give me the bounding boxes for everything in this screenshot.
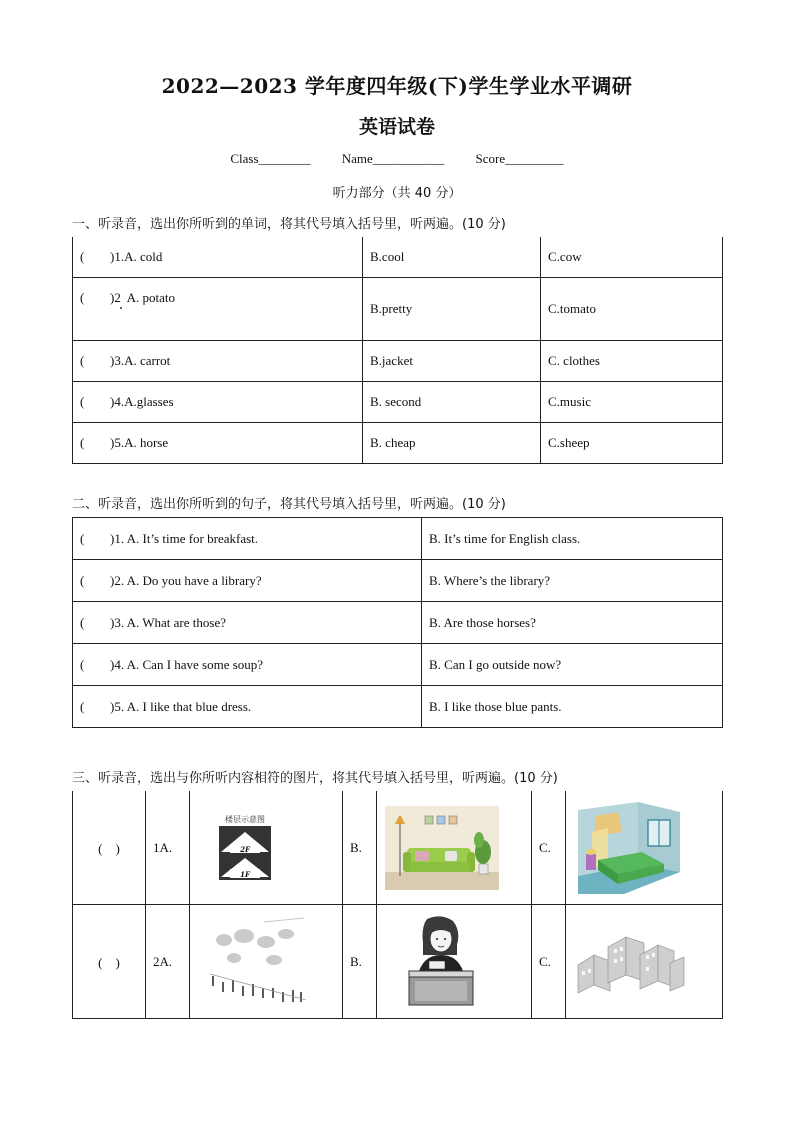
question-cell[interactable] <box>73 278 363 341</box>
option-b: B. Where’s the library? <box>422 560 723 602</box>
option-a: )1.A. cold <box>110 249 163 264</box>
living-room-icon <box>385 806 499 890</box>
class-field[interactable]: Class________ <box>230 151 311 166</box>
floor-plan-sign-icon <box>216 814 274 882</box>
answer-paren[interactable]: ( <box>80 394 85 409</box>
question-cell[interactable] <box>73 602 422 644</box>
option-c-label: C. <box>532 905 566 1019</box>
option-a-label: 2A. <box>146 905 190 1019</box>
picture-cell <box>377 791 532 905</box>
score-field[interactable]: Score_________ <box>475 151 564 166</box>
stray-dot-mark <box>120 307 122 309</box>
option-b: B. It’s time for English class. <box>422 518 723 560</box>
answer-paren[interactable]: ( <box>80 698 85 714</box>
answer-paren[interactable]: ( ) <box>73 791 146 905</box>
option-b: B. cheap <box>363 423 541 464</box>
option-b-label: B. <box>343 905 377 1019</box>
option-b: B. second <box>363 382 541 423</box>
listening-part-label: 听力部分（共 40 分） <box>332 186 462 201</box>
name-field[interactable]: Name___________ <box>341 151 445 166</box>
option-a-label: 1A. <box>146 791 190 905</box>
option-a: )2 A. potato <box>110 290 175 305</box>
option-b: B. Can I go outside now? <box>422 644 723 686</box>
table-row <box>73 278 723 341</box>
faded-buildings-icon <box>574 925 690 999</box>
floor-sign-2f: 2F <box>240 844 250 854</box>
question-cell[interactable] <box>73 686 422 728</box>
section1-table <box>72 237 723 464</box>
option-b: B.cool <box>363 237 541 278</box>
answer-paren[interactable]: ( <box>80 435 85 450</box>
option-a: )2. A. Do you have a library? <box>110 572 262 588</box>
picture-cell <box>566 791 723 905</box>
floor-sign-title: 楼层示意图 <box>225 814 265 824</box>
answer-paren[interactable]: ( <box>80 249 85 264</box>
question-cell[interactable] <box>73 423 363 464</box>
answer-paren[interactable]: ( <box>80 656 85 672</box>
picture-cell <box>190 905 343 1019</box>
teacher-at-desk-icon <box>405 915 477 1009</box>
exam-subtitle: 英语试卷 <box>358 116 435 138</box>
option-a: )5. A. I like that blue dress. <box>110 698 252 714</box>
option-a: )5.A. horse <box>110 435 169 450</box>
section3-heading: 三、听录音，选出与你所听内容相符的图片，将其代号填入括号里，听两遍。(10 分) <box>72 771 558 786</box>
option-b: B. I like those blue pants. <box>422 686 723 728</box>
question-cell[interactable] <box>73 382 363 423</box>
table-row <box>73 237 723 278</box>
option-b: B. Are those horses? <box>422 602 723 644</box>
floor-sign-1f: 1F <box>240 869 250 879</box>
section3-table <box>72 791 723 1019</box>
table-row <box>73 341 723 382</box>
option-a: )3. A. What are those? <box>110 614 226 630</box>
option-c: C. clothes <box>541 341 723 382</box>
answer-paren[interactable]: ( <box>80 614 85 630</box>
answer-paren[interactable]: ( <box>80 572 85 588</box>
option-c: C.cow <box>541 237 723 278</box>
section2-heading: 二、听录音，选出你所听到的句子，将其代号填入括号里，听两遍。(10 分) <box>72 497 506 512</box>
question-cell[interactable] <box>73 518 422 560</box>
student-info-row <box>0 151 794 167</box>
section2-table <box>72 517 723 728</box>
bedroom-icon <box>578 802 680 894</box>
option-c-label: C. <box>532 791 566 905</box>
question-cell[interactable] <box>73 560 422 602</box>
option-c: C.music <box>541 382 723 423</box>
question-cell[interactable] <box>73 237 363 278</box>
faded-sketch-icon <box>204 916 310 1008</box>
table-row <box>73 905 723 1019</box>
table-row <box>73 791 723 905</box>
table-row <box>73 560 723 602</box>
answer-paren[interactable]: ( ) <box>73 905 146 1019</box>
option-c: C.sheep <box>541 423 723 464</box>
answer-paren[interactable]: ( <box>80 353 85 368</box>
option-b-label: B. <box>343 791 377 905</box>
table-row <box>73 382 723 423</box>
answer-paren[interactable]: ( <box>80 530 85 546</box>
picture-cell <box>190 791 343 905</box>
picture-cell <box>566 905 723 1019</box>
table-row <box>73 686 723 728</box>
answer-paren[interactable]: ( <box>80 290 85 305</box>
question-cell[interactable] <box>73 644 422 686</box>
exam-title: 2022—2023 学年度四年级(下)学生学业水平调研 <box>161 74 633 98</box>
table-row <box>73 644 723 686</box>
option-c: C.tomato <box>541 278 723 341</box>
table-row <box>73 602 723 644</box>
option-b: B.pretty <box>363 278 541 341</box>
option-a: )4.A.glasses <box>110 394 174 409</box>
option-a: )3.A. carrot <box>110 353 171 368</box>
table-row <box>73 423 723 464</box>
option-a: )1. A. It’s time for breakfast. <box>110 530 259 546</box>
picture-cell <box>377 905 532 1019</box>
question-cell[interactable] <box>73 341 363 382</box>
section1-heading: 一、听录音，选出你所听到的单词，将其代号填入括号里，听两遍。(10 分) <box>72 217 506 232</box>
table-row <box>73 518 723 560</box>
option-b: B.jacket <box>363 341 541 382</box>
option-a: )4. A. Can I have some soup? <box>110 656 264 672</box>
